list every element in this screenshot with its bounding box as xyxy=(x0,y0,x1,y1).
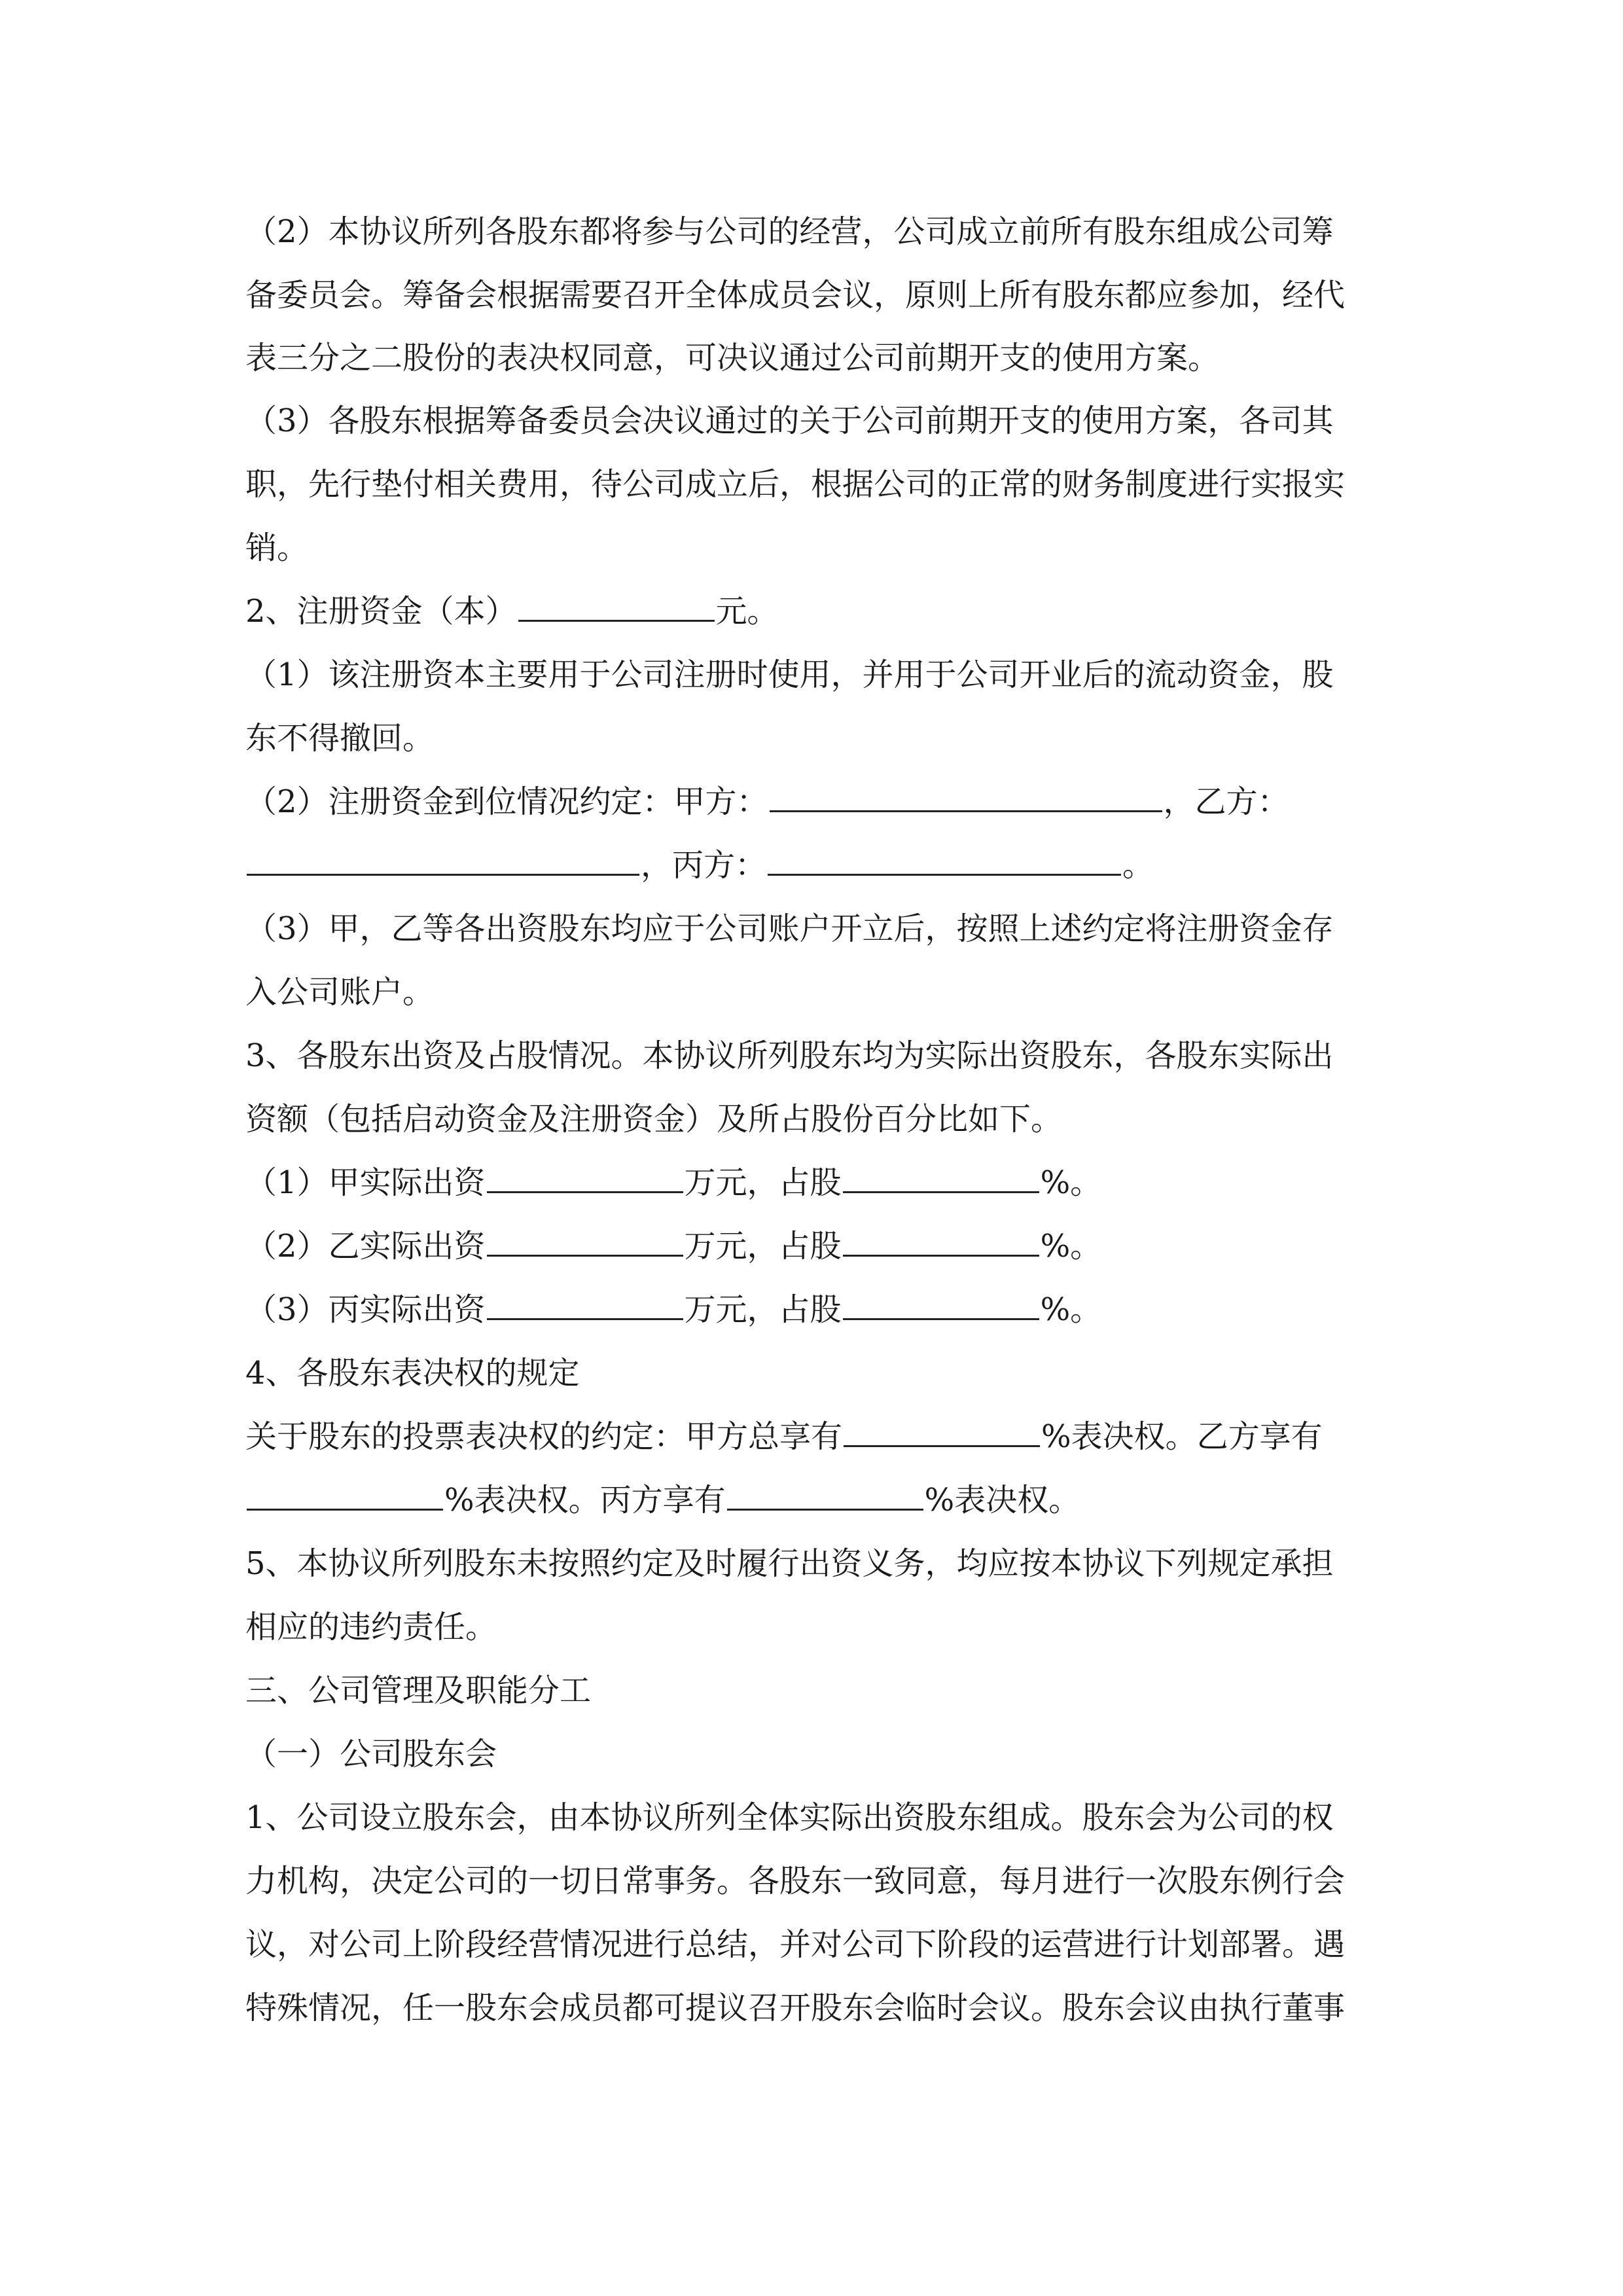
contribution-mid: 万元，占股 xyxy=(684,1228,842,1265)
amount-blank[interactable] xyxy=(487,1295,683,1320)
percent-blank[interactable] xyxy=(843,1295,1039,1320)
paragraph-line: 入公司账户。 xyxy=(245,974,435,1011)
contribution-label: （1）甲实际出资 xyxy=(245,1164,486,1201)
contribution-mid: 万元，占股 xyxy=(684,1291,842,1328)
contribution-row xyxy=(245,1164,1102,1201)
paragraph-line: （3）各股东根据筹备委员会决议通过的关于公司前期开支的使用方案，各司其 xyxy=(245,403,1334,439)
contribution-label: （2）乙实际出资 xyxy=(245,1228,486,1265)
paragraph-line: 议，对公司上阶段经营情况进行总结，并对公司下阶段的运营进行计划部署。遇 xyxy=(245,1926,1346,1963)
vote-line-2 xyxy=(245,1484,1080,1516)
contribution-row xyxy=(245,1291,1102,1328)
paragraph-line: 东不得撤回。 xyxy=(245,720,435,757)
party-a-vote-blank[interactable] xyxy=(844,1422,1040,1447)
paragraph-line: 3、各股东出资及占股情况。本协议所列股东均为实际出资股东，各股东实际出 xyxy=(245,1037,1334,1074)
paragraph-line: 1、公司设立股东会，由本协议所列全体实际出资股东组成。股东会为公司的权 xyxy=(245,1799,1334,1836)
section-heading: 三、公司管理及职能分工 xyxy=(245,1672,592,1709)
capital-label: 2、注册资金（本） xyxy=(245,593,517,630)
contribution-row xyxy=(245,1228,1102,1265)
capital-line xyxy=(245,593,779,630)
capital-unit: 元。 xyxy=(715,593,779,630)
contribution-end: %。 xyxy=(1040,1164,1102,1201)
arrival-line-2 xyxy=(245,847,1154,884)
party-c-vote-blank[interactable] xyxy=(727,1485,923,1511)
paragraph-line: 相应的违约责任。 xyxy=(245,1609,497,1645)
arrival-label: （2）注册资金到位情况约定：甲方： xyxy=(245,783,768,820)
arrival-line-1 xyxy=(245,783,1289,820)
contribution-mid: 万元，占股 xyxy=(684,1164,842,1201)
paragraph-line: 特殊情况，任一股东会成员都可提议召开股东会临时会议。股东会议由执行董事 xyxy=(245,1990,1346,2026)
party-b-label: ，乙方： xyxy=(1163,783,1289,820)
party-c-label: ，丙方： xyxy=(641,847,767,884)
paragraph-line: 销。 xyxy=(245,529,309,566)
paragraph-line: （1）该注册资本主要用于公司注册时使用，并用于公司开业后的流动资金，股 xyxy=(245,656,1334,693)
arrival-end: 。 xyxy=(1122,847,1154,884)
vote-line-1 xyxy=(245,1418,1323,1455)
capital-blank[interactable] xyxy=(518,596,715,622)
party-a-blank[interactable] xyxy=(770,787,1162,812)
paragraph-line: 备委员会。筹备会根据需要召开全体成员会议，原则上所有股东都应参加，经代 xyxy=(245,277,1346,314)
contribution-end: %。 xyxy=(1040,1291,1102,1328)
vote-label: 关于股东的投票表决权的约定：甲方总享有 xyxy=(245,1418,843,1455)
amount-blank[interactable] xyxy=(487,1231,683,1257)
paragraph-line: 力机构，决定公司的一切日常事务。各股东一致同意，每月进行一次股东例行会 xyxy=(245,1863,1346,1899)
party-c-blank[interactable] xyxy=(768,850,1121,876)
vote-mid: %表决权。乙方享有 xyxy=(1041,1418,1323,1455)
paragraph-line: 4、各股东表决权的规定 xyxy=(245,1355,580,1391)
vote-end: %表决权。 xyxy=(924,1482,1080,1518)
contribution-end: %。 xyxy=(1040,1228,1102,1265)
subsection-heading: （一）公司股东会 xyxy=(245,1736,497,1772)
contribution-label: （3）丙实际出资 xyxy=(245,1291,486,1328)
paragraph-line: （3）甲，乙等各出资股东均应于公司账户开立后，按照上述约定将注册资金存 xyxy=(245,910,1334,947)
party-b-blank[interactable] xyxy=(247,850,639,876)
percent-blank[interactable] xyxy=(843,1231,1039,1257)
paragraph-line: 5、本协议所列股东未按照约定及时履行出资义务，均应按本协议下列规定承担 xyxy=(245,1545,1334,1582)
paragraph-line: （2）本协议所列各股东都将参与公司的经营，公司成立前所有股东组成公司筹 xyxy=(245,213,1334,250)
party-b-vote-blank[interactable] xyxy=(247,1485,443,1511)
paragraph-line: 职，先行垫付相关费用，待公司成立后，根据公司的正常的财务制度进行实报实 xyxy=(245,466,1346,503)
percent-blank[interactable] xyxy=(843,1168,1039,1193)
paragraph-line: 资额（包括启动资金及注册资金）及所占股份百分比如下。 xyxy=(245,1101,1063,1138)
paragraph-line: 表三分之二股份的表决权同意，可决议通过公司前期开支的使用方案。 xyxy=(245,340,1220,376)
amount-blank[interactable] xyxy=(487,1168,683,1193)
vote-mid: %表决权。丙方享有 xyxy=(444,1482,726,1518)
